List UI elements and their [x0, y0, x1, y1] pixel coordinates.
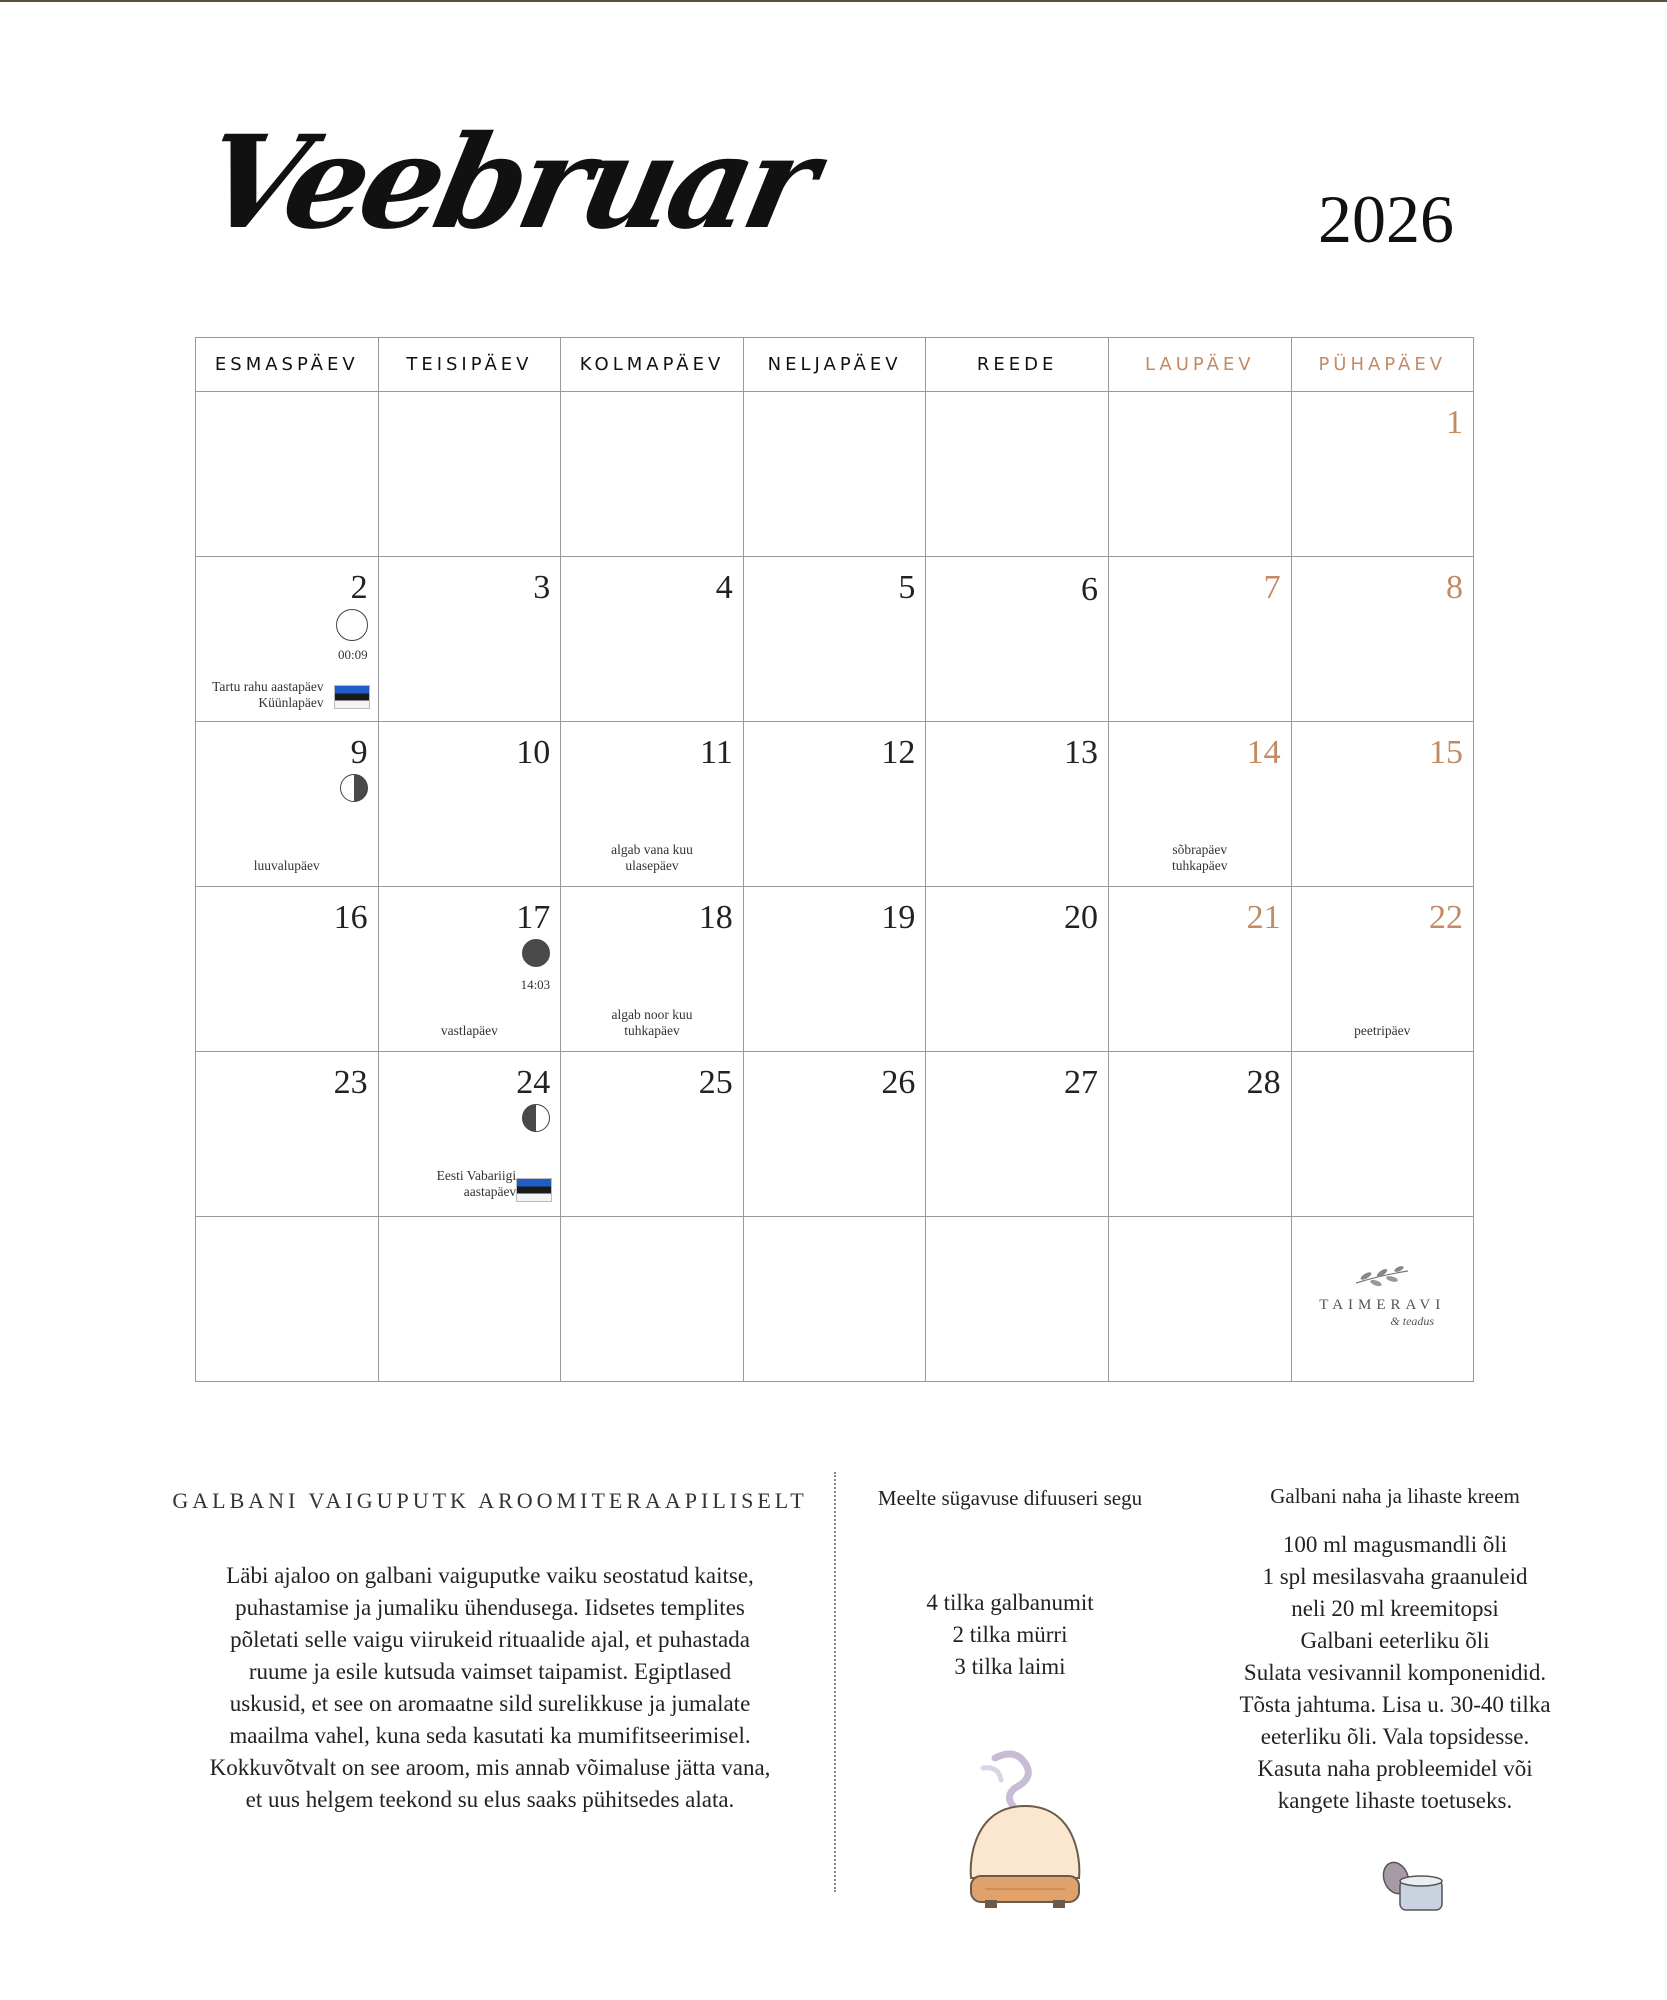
recipe-line: Sulata vesivannil komponenidid.: [1243, 1660, 1547, 1685]
diffuser-blend-title: Meelte sügavuse difuuseri segu: [877, 1486, 1143, 1510]
day-cell-24[interactable]: [378, 1052, 561, 1217]
day-cell-15[interactable]: [1291, 722, 1473, 887]
recipe-line: Galbani eeterliku õli: [1300, 1628, 1490, 1653]
weekday-wednesday: KOLMAPÄEV: [561, 338, 744, 392]
holiday-label: Küünlapäev: [258, 695, 324, 710]
holiday-label: Tartu rahu aastapäev: [212, 679, 324, 694]
holiday-label: vastlapäev: [440, 1023, 498, 1038]
day-number: 8: [1445, 569, 1463, 606]
day-number: 22: [1428, 899, 1463, 936]
day-number: 2: [350, 569, 368, 606]
full-moon-icon: [336, 609, 368, 641]
empty-day-cell: [743, 1217, 926, 1382]
brand-name: TAIMERAVI: [1319, 1297, 1446, 1313]
empty-day-cell: [1291, 1052, 1473, 1217]
holiday-label: tuhkapäev: [624, 1023, 680, 1038]
article-line: Kokkuvõtvalt on see aroom, mis annab võimaluse jätta vana,: [209, 1755, 771, 1780]
week-row: [196, 392, 1474, 557]
weekday-monday: ESMASPÄEV: [196, 338, 379, 392]
article-line: põletati selle vaigu viirukeid rituaalide ajal, et puhastada: [230, 1627, 750, 1652]
aroma-diffuser-icon: [955, 1748, 1095, 1923]
day-cell-2[interactable]: [196, 557, 379, 722]
empty-day-cell: [1108, 392, 1291, 557]
year-label: 2026: [1318, 181, 1454, 257]
weekday-thursday: NELJAPÄEV: [743, 338, 926, 392]
day-number: 14: [1246, 734, 1281, 771]
article-line: maailma vahel, kuna seda kasutati ka mumifitseerimisel.: [229, 1723, 751, 1748]
day-number: 7: [1263, 569, 1281, 606]
day-cell-18[interactable]: [561, 887, 744, 1052]
day-number: 26: [881, 1064, 916, 1101]
recipe-line: Tõsta jahtuma. Lisa u. 30-40 tilka: [1239, 1692, 1551, 1717]
leaf-branch-icon: [1352, 1265, 1412, 1291]
day-cell-9[interactable]: [196, 722, 379, 887]
day-number: 6: [1080, 571, 1098, 608]
top-border-line: [0, 0, 1667, 2]
empty-day-cell: [926, 392, 1109, 557]
article-line: puhastamise ja jumaliku ühendusega. Iidsetes templites: [235, 1595, 745, 1620]
article-line: uskusid, et see on aromaatne sild surelikkuse ja jumalate: [229, 1691, 751, 1716]
first-quarter-moon-icon: [340, 774, 368, 802]
holiday-label: aastapäev: [463, 1184, 517, 1199]
day-number: 10: [516, 734, 551, 771]
day-cell-17[interactable]: [378, 887, 561, 1052]
day-cell-8[interactable]: [1291, 557, 1473, 722]
day-number: 17: [516, 899, 551, 936]
estonian-flag-icon: [516, 1178, 552, 1202]
new-moon-icon: [522, 939, 550, 967]
day-number: 23: [333, 1064, 368, 1101]
day-cell-5[interactable]: [743, 557, 926, 722]
article-body: [160, 1560, 820, 1816]
brand-subtitle: & teadus: [1390, 1314, 1435, 1328]
holiday-label: sõbrapäev: [1172, 842, 1228, 857]
empty-day-cell: [378, 1217, 561, 1382]
moon-event-label: algab vana kuu: [611, 842, 693, 857]
day-cell-16[interactable]: [196, 887, 379, 1052]
day-cell-1[interactable]: [1291, 392, 1473, 557]
day-cell-23[interactable]: [196, 1052, 379, 1217]
article-title: GALBANI VAIGUPUTK AROOMITERAAPILISELT: [172, 1488, 808, 1513]
empty-day-cell: [196, 1217, 379, 1382]
day-cell-21[interactable]: [1108, 887, 1291, 1052]
calendar-grid: [195, 337, 1474, 1382]
weekday-sunday: PÜHAPÄEV: [1291, 338, 1473, 392]
month-title: Veebruar: [190, 108, 825, 258]
day-cell-12[interactable]: [743, 722, 926, 887]
day-cell-22[interactable]: [1291, 887, 1473, 1052]
day-note: [561, 842, 743, 874]
recipe-line: kangete lihaste toetuseks.: [1277, 1788, 1513, 1813]
day-cell-20[interactable]: [926, 887, 1109, 1052]
article-line: ruume ja esile kutsuda vaimset taipamist. Egiptlased: [248, 1659, 732, 1684]
week-row: [196, 887, 1474, 1052]
day-cell-19[interactable]: [743, 887, 926, 1052]
cream-recipe-title: Galbani naha ja lihaste kreem: [1270, 1484, 1520, 1508]
diffuser-blend-section: [860, 1486, 1160, 1683]
brand-logo-cell: [1291, 1217, 1473, 1382]
day-number: 18: [698, 899, 733, 936]
day-cell-14[interactable]: [1108, 722, 1291, 887]
day-number: 16: [333, 899, 368, 936]
day-cell-28[interactable]: [1108, 1052, 1291, 1217]
holiday-label: luuvalupäev: [253, 858, 320, 873]
recipe-line: 1 spl mesilasvaha graanuleid: [1262, 1564, 1528, 1589]
recipe-line: 100 ml magusmandli õli: [1282, 1532, 1508, 1557]
week-row: [196, 1052, 1474, 1217]
day-cell-27[interactable]: [926, 1052, 1109, 1217]
empty-day-cell: [196, 392, 379, 557]
day-number: 9: [350, 734, 368, 771]
moon-phase-time: 00:09: [337, 647, 368, 662]
day-number: 28: [1246, 1064, 1281, 1101]
recipe-line: eeterliku õli. Vala topsidesse.: [1260, 1724, 1530, 1749]
brand-logo: [1310, 1265, 1455, 1329]
week-row: [196, 722, 1474, 887]
week-row: [196, 1217, 1474, 1382]
last-quarter-moon-icon: [522, 1104, 550, 1132]
day-number: 13: [1063, 734, 1098, 771]
ingredient-line: 3 tilka laimi: [954, 1654, 1066, 1679]
week-row: [196, 557, 1474, 722]
day-number: 24: [516, 1064, 551, 1101]
day-number: 20: [1063, 899, 1098, 936]
day-cell-6[interactable]: [926, 557, 1109, 722]
day-number: 5: [898, 569, 916, 606]
weekday-header-row: [196, 338, 1474, 392]
empty-day-cell: [561, 1217, 744, 1382]
empty-day-cell: [561, 392, 744, 557]
article-section: [160, 1488, 820, 1816]
day-cell-26[interactable]: [743, 1052, 926, 1217]
article-line: et uus helgem teekond su elus saaks pühitsedes alata.: [245, 1787, 735, 1812]
day-cell-3[interactable]: [378, 557, 561, 722]
weekday-tuesday: TEISIPÄEV: [378, 338, 561, 392]
section-divider: [834, 1472, 836, 1892]
day-note: [561, 1007, 743, 1039]
moon-phase-time: 14:03: [520, 977, 551, 992]
day-cell-25[interactable]: [561, 1052, 744, 1217]
holiday-label: Eesti Vabariigi: [436, 1168, 517, 1183]
estonian-flag-icon: [334, 685, 370, 709]
weekday-friday: REEDE: [926, 338, 1109, 392]
day-number: 1: [1445, 404, 1463, 441]
empty-day-cell: [926, 1217, 1109, 1382]
cream-recipe-section: [1200, 1484, 1590, 1817]
day-number: 25: [698, 1064, 733, 1101]
day-number: 11: [700, 734, 733, 771]
day-number: 12: [881, 734, 916, 771]
day-number: 15: [1428, 734, 1463, 771]
ingredient-line: 4 tilka galbanumit: [926, 1590, 1094, 1615]
weekday-saturday: LAUPÄEV: [1108, 338, 1291, 392]
day-number: 19: [881, 899, 916, 936]
day-note: [1109, 842, 1291, 874]
day-number: 21: [1246, 899, 1281, 936]
day-cell-10[interactable]: [378, 722, 561, 887]
holiday-label: peetripäev: [1354, 1023, 1411, 1038]
day-cell-7[interactable]: [1108, 557, 1291, 722]
day-cell-4[interactable]: [561, 557, 744, 722]
cream-jar-icon: [1380, 1860, 1450, 1915]
holiday-label: tuhkapäev: [1172, 858, 1228, 873]
empty-day-cell: [378, 392, 561, 557]
empty-day-cell: [1108, 1217, 1291, 1382]
recipe-line: neli 20 ml kreemitopsi: [1291, 1596, 1499, 1621]
day-number: 4: [715, 569, 733, 606]
ingredient-line: 2 tilka mürri: [952, 1622, 1068, 1647]
holiday-label: ulasepäev: [625, 858, 679, 873]
empty-day-cell: [743, 392, 926, 557]
day-cell-13[interactable]: [926, 722, 1109, 887]
moon-event-label: algab noor kuu: [611, 1007, 693, 1022]
day-number: 27: [1063, 1064, 1098, 1101]
day-cell-11[interactable]: [561, 722, 744, 887]
day-number: 3: [533, 569, 551, 606]
recipe-line: Kasuta naha probleemidel või: [1257, 1756, 1533, 1781]
article-line: Läbi ajaloo on galbani vaiguputke vaiku seostatud kaitse,: [226, 1563, 754, 1588]
